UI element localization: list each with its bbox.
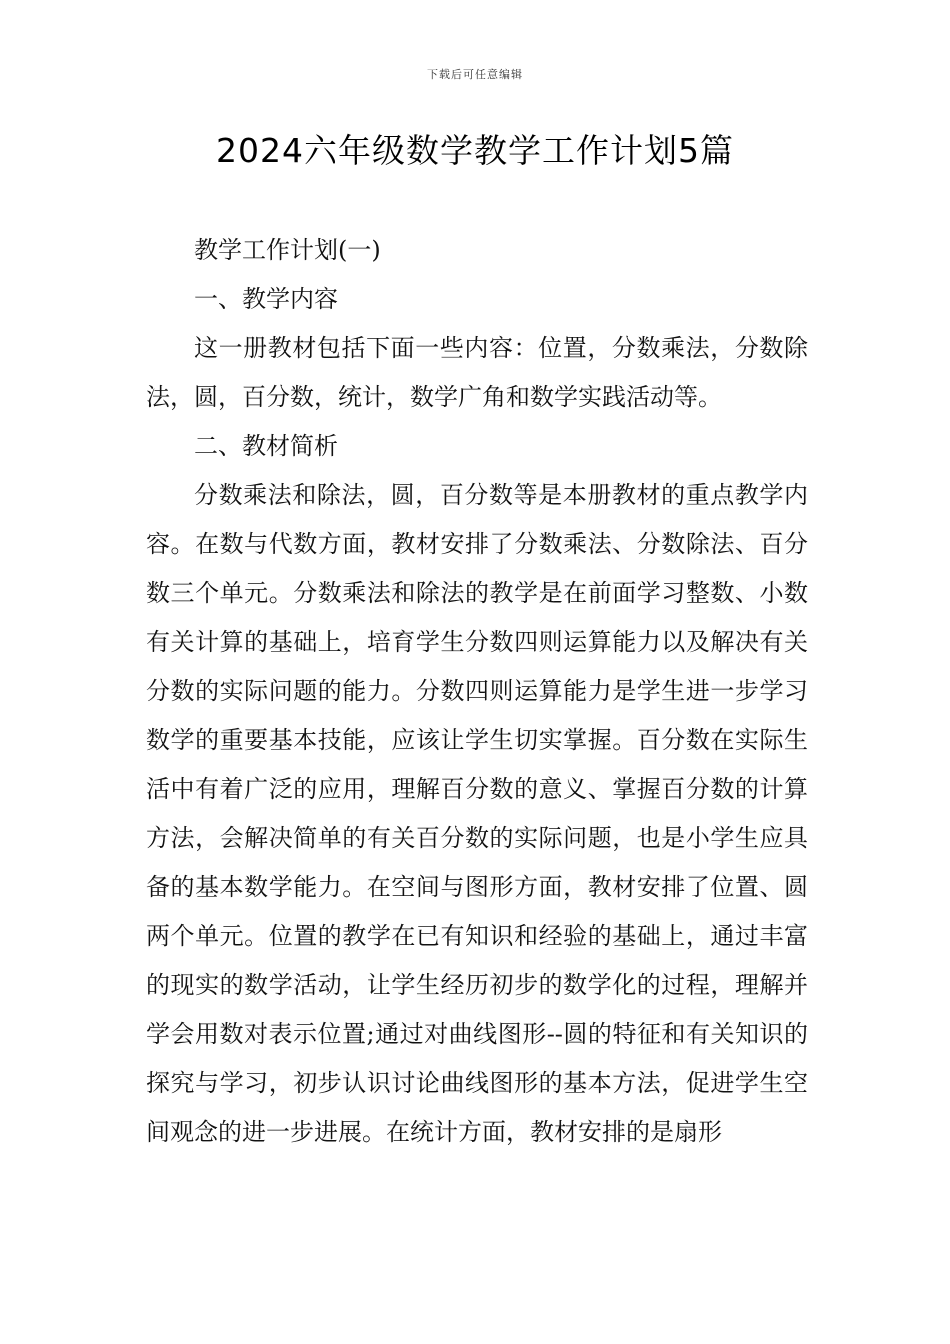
header-note: 下载后可任意编辑 (427, 68, 523, 81)
section-heading-textbook-analysis: 二、教材简析 (194, 432, 338, 460)
document-body (146, 226, 808, 1157)
document-title: 2024六年级数学教学工作计划5篇 (216, 131, 734, 170)
section-heading-plan-1: 教学工作计划(一) (194, 236, 381, 264)
paragraph-content-list: 这一册教材包括下面一些内容：位置，分数乘法，分数除法，圆，百分数，统计，数学广角和数学实践活动等。 (146, 334, 808, 411)
section-heading-teaching-content: 一、教学内容 (194, 285, 338, 313)
paragraph-textbook-analysis: 分数乘法和除法，圆，百分数等是本册教材的重点教学内容。在数与代数方面，教材安排了分数乘法、分数除法、百分数三个单元。分数乘法和除法的教学是在前面学习整数、小数有关计算的基础上，培育学生分数四则运算能力以及解决有关分数的实际问题的能力。分数四则运算能力是学生进一步学习数学的重要基本技能，应该让学生切实掌握。百分数在实际生活中有着广泛的应用，理解百分数的意义、掌握百分数的计算方法，会解决简单的有关百分数的实际问题，也是小学生应具备的基本数学能力。在空间与图形方面，教材安排了位置、圆两个单元。位置的教学在已有知识和经验的基础上，通过丰富的现实的数学活动，让学生经历初步的数学化的过程，理解并学会用数对表示位置;通过对曲线图形--圆的特征和有关知识的探究与学习，初步认识讨论曲线图形的基本方法，促进学生空间观念的进一步进展。在统计方面，教材安排的是扇形 (146, 481, 808, 1146)
